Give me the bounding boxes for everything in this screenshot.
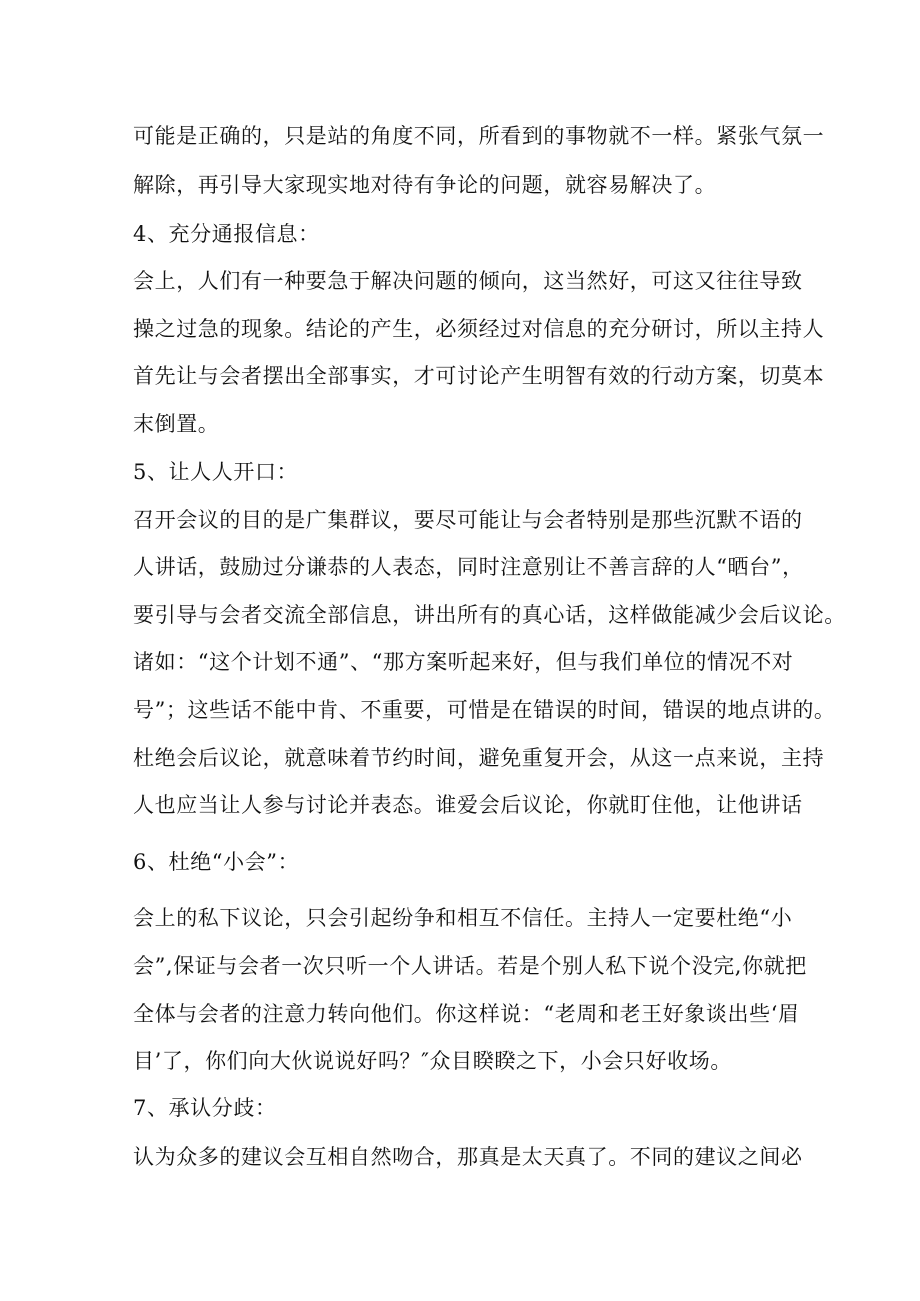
- paragraph-line: 目’了，你们向大伙说说好吗？″众目睽睽之下，小会只好收场。: [133, 1049, 732, 1073]
- paragraph-line: 诸如：“这个计划不通”、“那方案听起来好，但与我们单位的情况不对: [133, 650, 794, 674]
- paragraph-line: 人也应当让人参与讨论并表态。谁爱会后议论，你就盯住他，让他讲话: [133, 793, 803, 817]
- paragraph-line: 末倒置。: [133, 412, 220, 436]
- section-heading: 6、杜绝“小会”：: [133, 850, 300, 874]
- paragraph-line: 可能是正确的，只是站的角度不同，所看到的事物就不一样。紧张气氛一: [133, 124, 825, 148]
- paragraph-line: 认为众多的建议会互相自然吻合，那真是太天真了。不同的建议之间必: [133, 1145, 803, 1169]
- section-heading: 5、让人人开口：: [133, 460, 299, 484]
- paragraph-line: 杜绝会后议论，就意味着节约时间，避免重复开会，从这一点来说，主持: [133, 746, 825, 770]
- paragraph-line: 会”,保证与会者一次只听一个人讲话。若是个别人私下说个没完,你就把: [133, 954, 807, 978]
- paragraph-line: 解除，再引导大家现实地对待有争论的问题，就容易解决了。: [133, 173, 717, 197]
- paragraph-line: 号”；这些话不能中肯、不重要，可惜是在错误的时间，错误的地点讲的。: [133, 698, 836, 722]
- paragraph-line: 要引导与会者交流全部信息，讲出所有的真心话，这样做能减少会后议论。: [133, 603, 846, 627]
- paragraph-line: 会上，人们有一种要急于解决问题的倾向，这当然好，可这又往往导致: [133, 269, 803, 293]
- paragraph-line: 全体与会者的注意力转向他们。你这样说：“老周和老王好象谈出些‘眉: [133, 1002, 800, 1026]
- section-heading: 7、承认分歧：: [133, 1096, 277, 1120]
- paragraph-line: 人讲话，鼓励过分谦恭的人表态，同时注意别让不善言辞的人“晒台”，: [133, 555, 804, 579]
- paragraph-line: 召开会议的目的是广集群议，要尽可能让与会者特别是那些沉默不语的: [133, 508, 803, 532]
- paragraph-line: 操之过急的现象。结论的产生，必须经过对信息的充分研讨，所以主持人: [133, 317, 825, 341]
- section-heading: 4、充分通报信息：: [133, 222, 320, 246]
- paragraph-line: 首先让与会者摆出全部事实，才可讨论产生明智有效的行动方案，切莫本: [133, 364, 825, 388]
- paragraph-line: 会上的私下议论，只会引起纷争和相互不信任。主持人一定要杜绝“小: [133, 906, 793, 930]
